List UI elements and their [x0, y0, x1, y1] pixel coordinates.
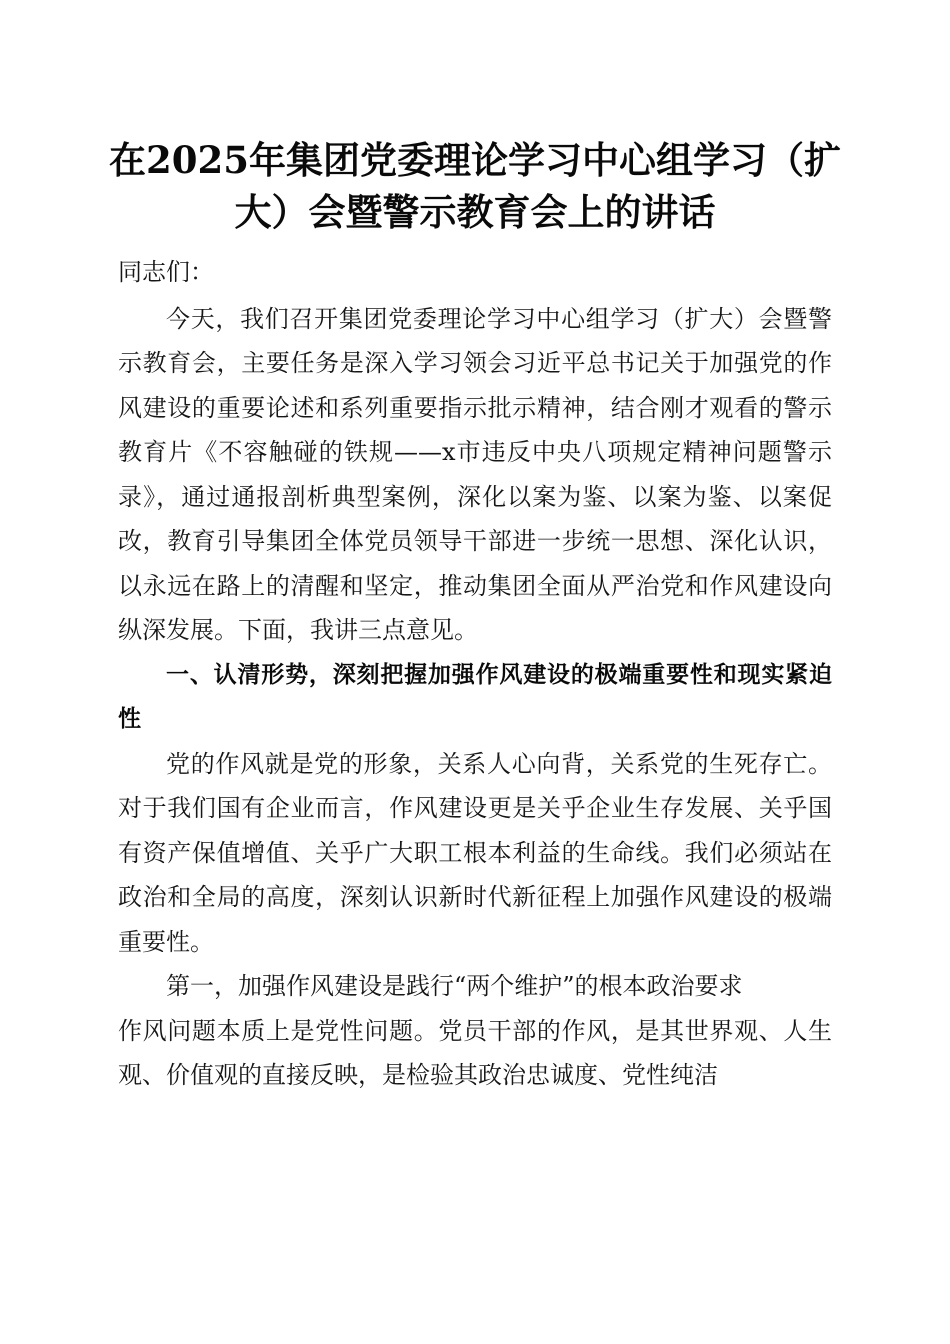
document-title — [100, 134, 850, 238]
title-line-1: 在2025年集团党委理论学习中心组学习（扩 — [109, 138, 841, 182]
section-1-paragraph: 党的作风就是党的形象，关系人心向背，关系党的生死存亡。对于我们国有企业而言，作风建设更是关乎企业生存发展、关乎国有资产保值增值、关乎广大职工根本利益的生命线。我们必须站在政治和全局的高度，深刻认识新时代新征程上加强作风建设的极端重要性。 — [118, 749, 832, 956]
title-line-2: 大）会暨警示教育会上的讲话 — [234, 190, 716, 234]
opening-paragraph: 今天，我们召开集团党委理论学习中心组学习（扩大）会暨警示教育会，主要任务是深入学习领会习近平总书记关于加强党的作风建设的重要论述和系列重要指示批示精神，结合刚才观看的警示教育片《不容触碰的铁规——x市违反中央八项规定精神问题警示录》，通过通报剖析典型案例，深化以案为鉴、以案为鉴、以案促改，教育引导集团全体党员领导干部进一步统一思想、深化认识，以永远在路上的清醒和坚定，推动集团全面从严治党和作风建设向纵深发展。下面，我讲三点意见。 — [118, 304, 832, 644]
section-heading-1: 一、认清形势，深刻把握加强作风建设的极端重要性和现实紧迫性 — [118, 661, 832, 732]
point-1-heading: 第一，加强作风建设是践行“两个维护”的根本政治要求 — [166, 972, 743, 1000]
point-1-paragraph: 作风问题本质上是党性问题。党员干部的作风，是其世界观、人生观、价值观的直接反映，是检验其政治忠诚度、党性纯洁 — [118, 1016, 832, 1089]
document-body — [118, 250, 832, 1098]
salutation: 同志们： — [118, 258, 214, 286]
